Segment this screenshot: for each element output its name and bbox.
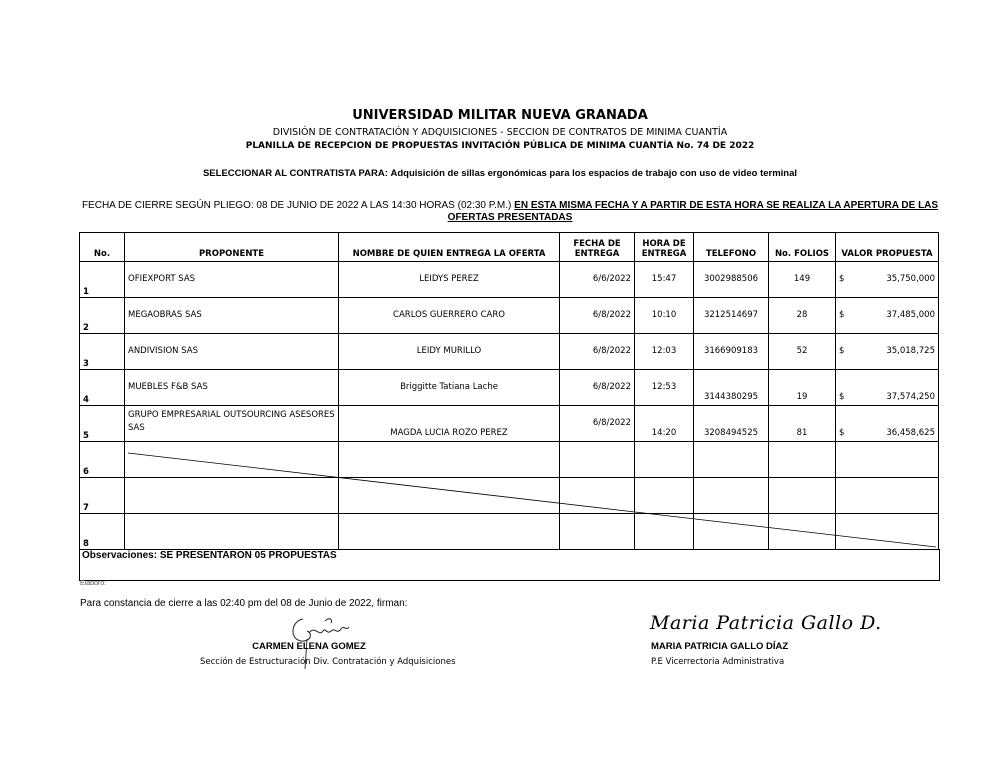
col-header: NOMBRE DE QUIEN ENTREGA LA OFERTA [339,233,560,262]
telefono: 3002988506 [703,274,759,284]
col-header: No. FOLIOS [769,233,836,262]
hora: 14:20 [651,428,677,438]
currency: $ [839,274,845,284]
proponente: ANDIVISION SAS [128,346,198,356]
observaciones-text: Observaciones: SE PRESENTARON 05 PROPUESTAS [82,550,337,561]
currency: $ [839,392,845,402]
folios: 19 [796,392,808,402]
telefono: 3212514697 [703,310,759,320]
fecha: 6/8/2022 [592,382,631,392]
currency: $ [839,310,845,320]
row-number: 4 [80,370,125,406]
fecha: 6/6/2022 [592,274,631,284]
col-header: PROPONENTE [125,233,339,262]
cierre-text: FECHA DE CIERRE SEGÚN PLIEGO: 08 DE JUNIO DE 2022 A LAS 14:30 HORAS (02:30 P.M.) [81,200,512,211]
currency: $ [839,346,845,356]
select-label: SELECCIONAR AL CONTRATISTA PARA: [202,168,388,179]
row-number: 6 [80,442,125,478]
folios: 28 [796,310,808,320]
valor: 35,018,725 [886,346,935,356]
hora: 15:47 [651,274,677,284]
division-subtitle: DIVISIÓN DE CONTRATACIÓN Y ADQUISICIONES - SECCION DE CONTRATOS DE MINIMA CUANTÍA [272,127,728,138]
folios: 81 [796,428,808,438]
hora: 12:53 [651,382,677,392]
fecha: 6/8/2022 [592,346,631,356]
valor: 36,458,625 [886,428,935,438]
telefono: 3144380295 [703,392,759,402]
signer-role-2: P.E Vicerrectoria Administrativa [651,657,785,667]
row-number: 1 [80,262,125,298]
signature-maria: Maria Patricia Gallo D. [650,612,882,634]
telefono: 3166909183 [703,346,759,356]
proponente: MEGAOBRAS SAS [128,310,202,320]
cierre-bold: EN ESTA MISMA FECHA Y A PARTIR DE ESTA HORA SE REALIZA LA APERTURA DE LAS OFERTAS PRESENTADAS [447,200,939,223]
currency: $ [839,428,845,438]
planilla-title: PLANILLA DE RECEPCION DE PROPUESTAS INVITACIÓN PÚBLICA DE MINIMA CUANTÍA No. 74 DE 2022 [245,141,755,151]
select-object: Adquisición de sillas ergonómicas para los espacios de trabajo con uso de video terminal [390,168,798,179]
signer-role-1: Sección de Estructuración Div. Contratación y Adquisiciones [200,657,456,667]
fecha: 6/8/2022 [592,418,631,428]
elaboro-label: Elaboro: [80,580,107,587]
row-number: 5 [80,406,125,442]
valor: 37,485,000 [886,310,935,320]
row-number: 8 [80,514,125,550]
col-header: VALOR PROPUESTA [836,233,939,262]
signer-name-2: MARIA PATRICIA GALLO DÍAZ [651,641,789,652]
entrega: MAGDA LUCIA ROZO PEREZ [390,428,508,438]
row-number: 3 [80,334,125,370]
folios: 149 [793,274,811,284]
col-header: HORA DE ENTREGA [635,233,694,262]
university-title: UNIVERSIDAD MILITAR NUEVA GRANADA [352,108,648,123]
proponente: GRUPO EMPRESARIAL OUTSOURCING ASESORES SAS [128,410,335,433]
signer-name-1: CARMEN ELENA GOMEZ [252,641,366,652]
proponente: MUEBLES F&B SAS [128,382,208,392]
fecha: 6/8/2022 [592,310,631,320]
col-header: No. [80,233,125,262]
hora: 12:03 [651,346,677,356]
entrega: Briggitte Tatiana Lache [400,382,498,392]
telefono: 3208494525 [703,428,759,438]
entrega: CARLOS GUERRERO CARO [393,310,505,320]
proponente: OFIEXPORT SAS [128,274,196,284]
valor: 37,574,250 [886,392,935,402]
hora: 10:10 [651,310,677,320]
col-header: FECHA DE ENTREGA [560,233,635,262]
valor: 35,750,000 [886,274,935,284]
entrega: LEIDYS PEREZ [419,274,479,284]
entrega: LEIDY MURILLO [416,346,482,356]
observaciones-box [79,549,940,581]
folios: 52 [796,346,808,356]
constancia-text: Para constancia de cierre a las 02:40 pm del 08 de Junio de 2022, firman: [80,598,408,609]
row-number: 7 [80,478,125,514]
row-number: 2 [80,298,125,334]
col-header: TELEFONO [694,233,769,262]
cancel-diagonal-line [128,453,936,547]
